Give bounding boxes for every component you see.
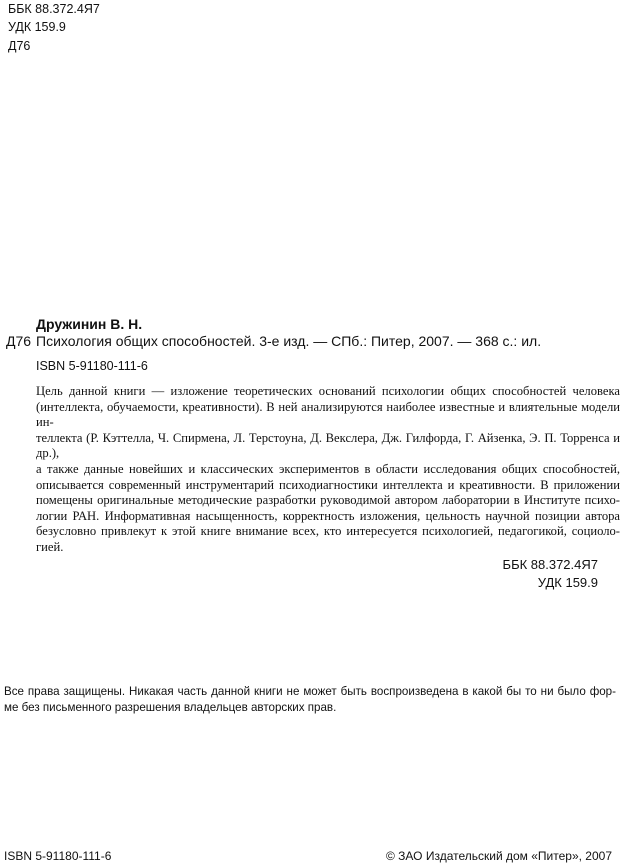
author-name: Дружинин В. Н.	[36, 316, 143, 332]
abstract-line: помещены оригинальные методические разработки руководимой автором лаборатории в Институте психо-	[36, 493, 620, 508]
rights-line: ме без письменного разрешения владельцев авторских прав.	[4, 700, 337, 714]
abstract-line: гией.	[36, 539, 64, 554]
isbn-main: ISBN 5-91180-111-6	[36, 359, 148, 373]
udk-code: УДК 159.9	[537, 575, 598, 590]
author-mark: Д76	[6, 333, 32, 349]
abstract-line: а также данные новейших и классических экспериментов в области исследования общих способностей,	[36, 461, 620, 476]
rights-notice	[4, 684, 616, 715]
abstract-line: теллекта (Р. Кэттелла, Ч. Спирмена, Л. Терстоуна, Д. Векслера, Дж. Гилфорда, Г. Айзенка, Э. П. Торренса и др.),	[36, 430, 620, 461]
abstract-line: логии РАН. Информативная насыщенность, корректность изложения, цельность научной позиции автора	[36, 508, 620, 523]
copyright-notice: © ЗАО Издательский дом «Питер», 2007	[386, 849, 612, 863]
bbk-code-top: ББК 88.372.4Я7	[8, 2, 100, 16]
author-mark-top: Д76	[8, 39, 31, 53]
isbn-footer: ISBN 5-91180-111-6	[4, 849, 112, 863]
abstract-line: описывается современный инструментарий психодиагностики интеллекта и креативности. В приложении	[36, 477, 620, 492]
book-title-line: Психология общих способностей. 3-е изд. — СПб.: Питер, 2007. — 368 с.: ил.	[36, 333, 542, 349]
abstract-line: безусловно привлекут к этой книге внимание всех, кто интересуется психологией, педагогикой, социоло-	[36, 524, 620, 539]
rights-line: Все права защищены. Никакая часть данной книги не может быть воспроизведена в какой бы то ни было фор-	[4, 685, 616, 698]
abstract-line: (интеллекта, обучаемости, креативности). В ней анализируются наиболее известные и влиятельные модели ин-	[36, 399, 620, 430]
bbk-code: ББК 88.372.4Я7	[502, 557, 598, 572]
abstract-paragraph	[36, 384, 620, 556]
abstract-line: Цель данной книги — изложение теоретических оснований психологии общих способностей человека	[36, 384, 620, 398]
udk-code-top: УДК 159.9	[8, 20, 66, 34]
